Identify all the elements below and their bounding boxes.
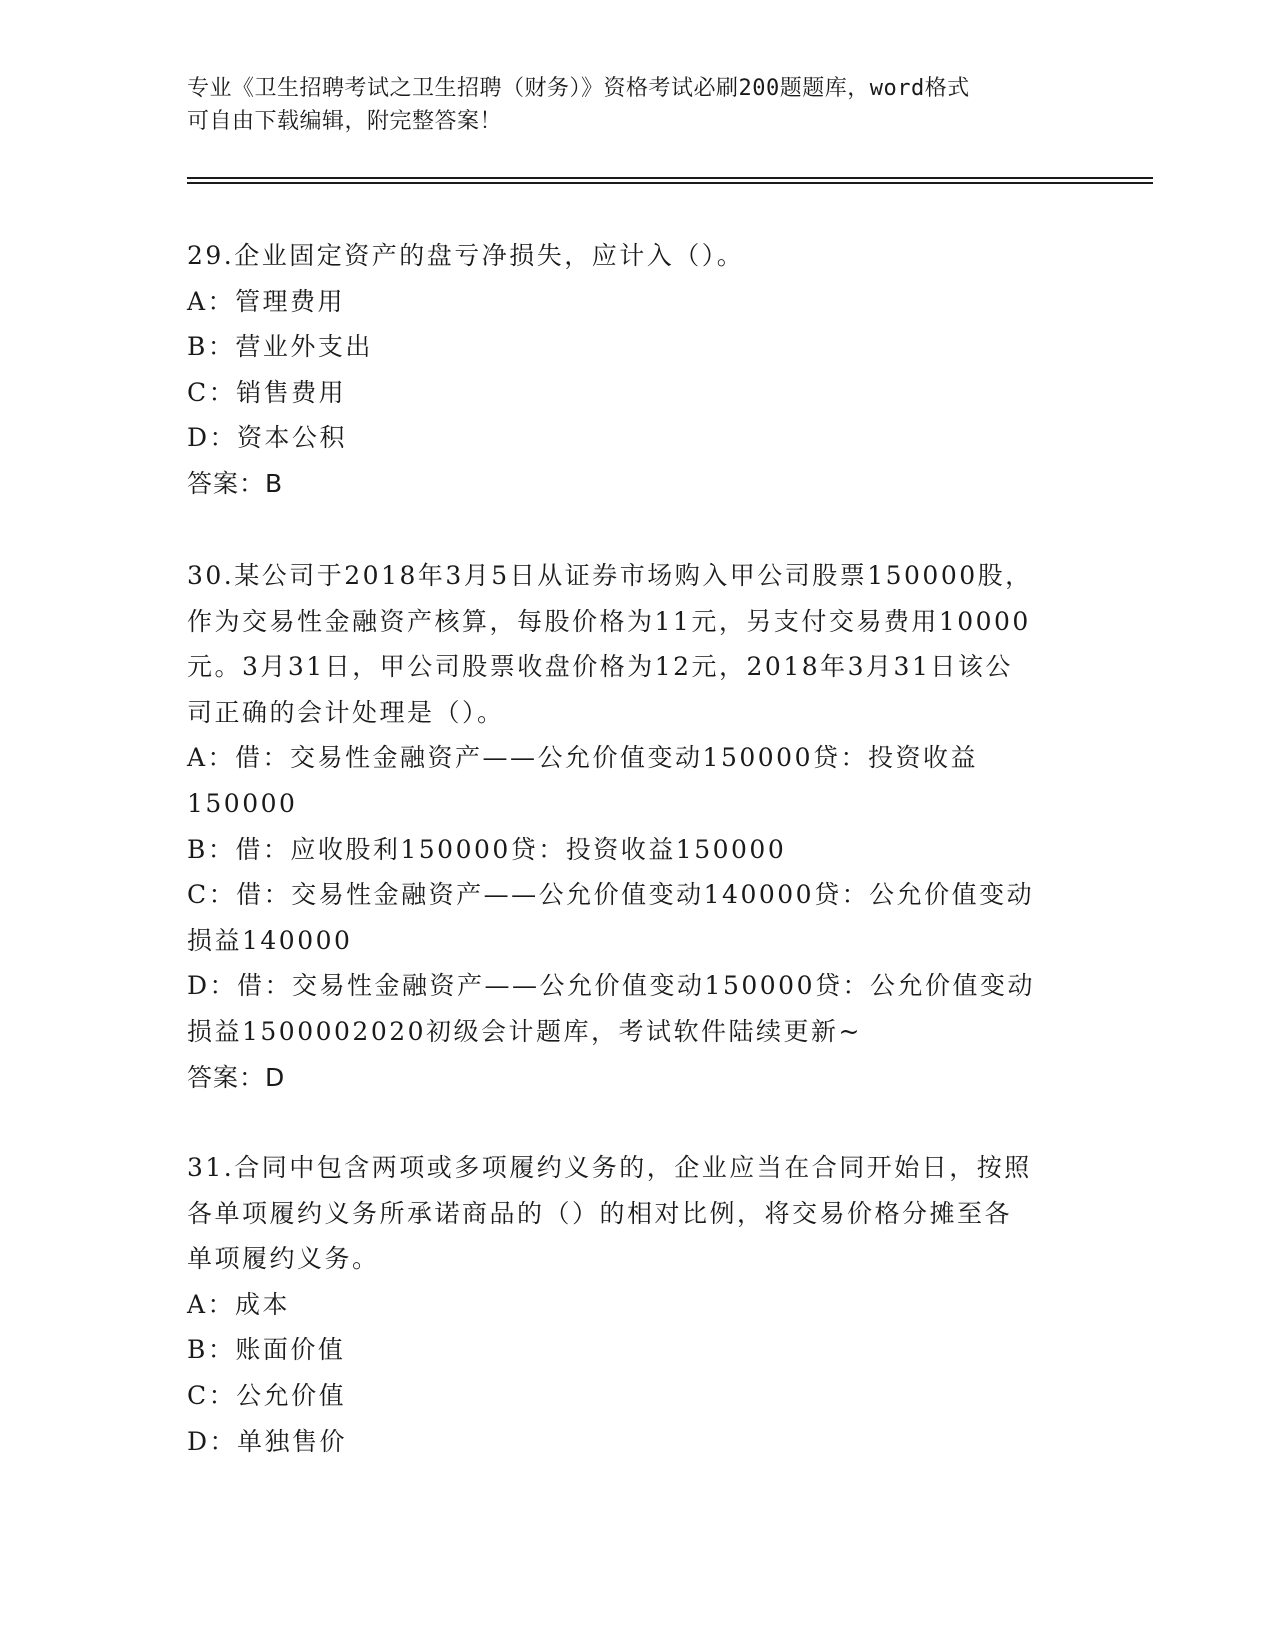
- option-a: A：管理费用: [187, 286, 346, 316]
- question-text-line: 31.合同中包含两项或多项履约义务的，企业应当在合同开始日，按照: [187, 1153, 1032, 1182]
- option-c-continued: 损益140000: [187, 925, 353, 955]
- option-d-continued: 损益1500002020初级会计题库，考试软件陆续更新~: [187, 1016, 863, 1046]
- document-header: [187, 72, 1067, 138]
- question-text-line: 单项履约义务。: [187, 1244, 380, 1274]
- question-29: [187, 233, 1087, 507]
- question-text-line: 30.某公司于2018年3月5日从证券市场购入甲公司股票150000股，: [187, 561, 1033, 590]
- answer-label: 答案：B: [187, 468, 284, 498]
- question-text-line: 29.企业固定资产的盘亏净损失，应计入（）。: [187, 241, 745, 270]
- question-31: [187, 1145, 1087, 1464]
- option-d: D：资本公积: [187, 423, 348, 453]
- question-30: [187, 553, 1087, 1100]
- answer-label: 答案：D: [187, 1062, 286, 1092]
- option-d: D：单独售价: [187, 1426, 348, 1456]
- option-c: C：公允价值: [187, 1380, 347, 1410]
- option-a: A：成本: [187, 1289, 291, 1319]
- option-b: B：借：应收股利150000贷：投资收益150000: [187, 834, 787, 864]
- header-divider-top: [187, 177, 1153, 179]
- option-c: C：借：交易性金融资产——公允价值变动140000贷：公允价值变动: [187, 880, 1035, 910]
- option-d: D：借：交易性金融资产——公允价值变动150000贷：公允价值变动: [187, 971, 1035, 1001]
- option-a-continued: 150000: [187, 788, 298, 818]
- question-text-line: 各单项履约义务所承诺商品的（）的相对比例，将交易价格分摊至各: [187, 1198, 1013, 1228]
- question-text-line: 作为交易性金融资产核算，每股价格为11元，另支付交易费用10000: [187, 606, 1031, 636]
- option-a: A：借：交易性金融资产——公允价值变动150000贷：投资收益: [187, 743, 978, 773]
- header-line-2: 可自由下载编辑，附完整答案！: [187, 109, 503, 134]
- option-b: B：账面价值: [187, 1335, 346, 1365]
- option-c: C：销售费用: [187, 377, 347, 407]
- header-line-1: 专业《卫生招聘考试之卫生招聘（财务）》资格考试必刷200题题库，word格式: [187, 76, 970, 101]
- question-text-line: 司正确的会计处理是（）。: [187, 697, 505, 727]
- question-text-line: 元。3月31日，甲公司股票收盘价格为12元，2018年3月31日该公: [187, 652, 1013, 682]
- header-divider-bottom: [187, 182, 1153, 184]
- option-b: B：营业外支出: [187, 332, 373, 362]
